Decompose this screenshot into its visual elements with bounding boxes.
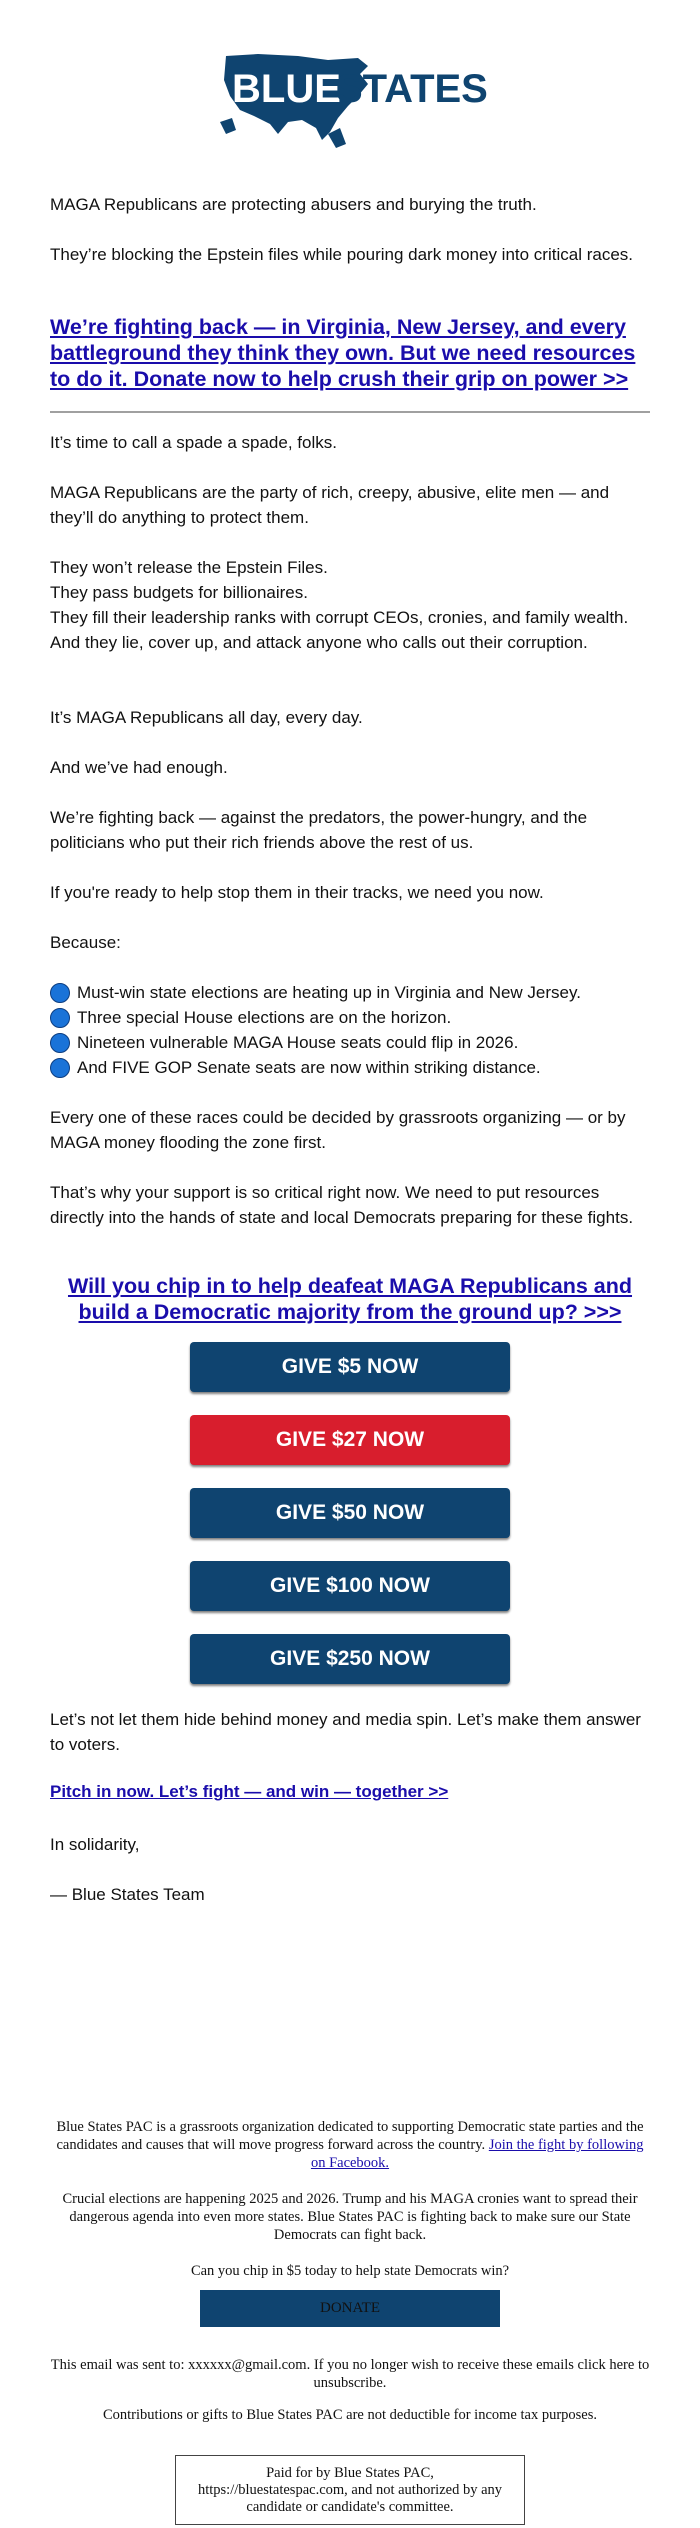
footer-about	[50, 2118, 650, 2172]
give-27-button[interactable]: GIVE $27 NOW	[190, 1415, 510, 1465]
headline-donate-link[interactable]: We’re fighting back — in Virginia, New Jersey, and every battleground they think they own. But we need resources to do it. Donate now to help crush their grip on power >>	[50, 315, 636, 391]
body-paragraph-2: MAGA Republicans are the party of rich, creepy, abusive, elite men — and they’ll do anything to protect them.	[50, 483, 610, 527]
list-item	[50, 980, 650, 1005]
intro-section	[50, 192, 650, 217]
donate-button[interactable]: DONATE	[200, 2290, 500, 2327]
list-item	[50, 1005, 650, 1030]
paid-for-text: Paid for by Blue States PAC, https://bluestatespac.com, and not authorized by any candidate or candidate's committee.	[197, 2464, 503, 2515]
logo-text-blue: BLUE	[232, 67, 341, 111]
body-paragraph-6: If you're ready to help stop them in their tracks, we need you now.	[50, 883, 544, 902]
list-item	[50, 1055, 650, 1080]
closing-paragraph: Let’s not let them hide behind money and media spin. Let’s make them answer to voters.	[50, 1710, 641, 1754]
facebook-link[interactable]: Join the fight by following on Facebook.	[310, 2137, 644, 2171]
body-paragraph-3: It’s MAGA Republicans all day, every day.	[50, 708, 363, 727]
pitch-in-link[interactable]: Pitch in now. Let’s fight — and win — together >>	[50, 1782, 449, 1801]
grievance-line: They fill their leadership ranks with corrupt CEOs, cronies, and family wealth.	[50, 608, 629, 627]
grievance-list	[50, 555, 650, 655]
bullet-text: Must-win state elections are heating up in Virginia and New Jersey.	[77, 983, 581, 1002]
blue-circle-icon	[50, 1008, 70, 1028]
grievance-line: They won’t release the Epstein Files.	[50, 558, 328, 577]
give-100-button[interactable]: GIVE $100 NOW	[190, 1561, 510, 1611]
chip-in-link[interactable]: Will you chip in to help deafeat MAGA Republicans and build a Democratic majority from the ground up? >>>	[67, 1274, 633, 1324]
footer-ask: Can you chip in $5 today to help state Democrats win?	[190, 2263, 510, 2279]
footer-about-text: Blue States PAC is a grassroots organization dedicated to supporting Democratic state parties and the candidates and causes that will move progress forward across the country.	[56, 2119, 644, 2153]
grievance-line: They pass budgets for billionaires.	[50, 583, 308, 602]
bullet-text: And FIVE GOP Senate seats are now within striking distance.	[77, 1058, 541, 1077]
body-paragraph-1: It’s time to call a spade a spade, folks.	[50, 433, 337, 452]
body-paragraph-4: And we’ve had enough.	[50, 758, 228, 777]
blue-circle-icon	[50, 1058, 70, 1078]
intro-paragraph-1: MAGA Republicans are protecting abusers and burying the truth.	[50, 195, 537, 214]
logo-text-states: STATES	[336, 67, 488, 111]
give-50-button[interactable]: GIVE $50 NOW	[190, 1488, 510, 1538]
bullet-text: Nineteen vulnerable MAGA House seats could flip in 2026.	[77, 1033, 519, 1052]
give-5-button[interactable]: GIVE $5 NOW	[190, 1342, 510, 1392]
blue-states-logo[interactable]	[218, 44, 488, 154]
body-paragraph-5: We’re fighting back — against the predators, the power-hungry, and the politicians who put their rich friends above the rest of us.	[50, 808, 588, 852]
divider	[50, 411, 650, 413]
signoff: In solidarity,	[50, 1835, 140, 1854]
race-bullets	[50, 980, 650, 1080]
blue-circle-icon	[50, 1033, 70, 1053]
give-250-button[interactable]: GIVE $250 NOW	[190, 1634, 510, 1684]
paid-for-box	[175, 2455, 525, 2525]
footer-sent-to[interactable]: This email was sent to: xxxxxx@gmail.com. If you no longer wish to receive these emails click here to unsubscribe.	[50, 2357, 650, 2391]
body-paragraph-9: That’s why your support is so critical right now. We need to put resources directly into the hands of state and local Democrats preparing for these fights.	[50, 1183, 634, 1227]
footer-elections: Crucial elections are happening 2025 and 2026. Trump and his MAGA cronies want to spread their dangerous agenda into even more states. Blue States PAC is fighting back to make sure our State Democrats can fight back.	[62, 2191, 638, 2243]
list-item	[50, 1030, 650, 1055]
footer-tax: Contributions or gifts to Blue States PAC are not deductible for income tax purposes.	[102, 2407, 597, 2423]
grievance-line: And they lie, cover up, and attack anyone who calls out their corruption.	[50, 633, 588, 652]
body-paragraph-8: Every one of these races could be decided by grassroots organizing — or by MAGA money flooding the zone first.	[50, 1108, 626, 1152]
us-map-icon	[218, 44, 488, 154]
body-paragraph-7: Because:	[50, 933, 121, 952]
blue-circle-icon	[50, 983, 70, 1003]
signature: — Blue States Team	[50, 1885, 205, 1904]
intro-paragraph-2: They’re blocking the Epstein files while pouring dark money into critical races.	[50, 245, 633, 264]
bullet-text: Three special House elections are on the horizon.	[77, 1008, 452, 1027]
